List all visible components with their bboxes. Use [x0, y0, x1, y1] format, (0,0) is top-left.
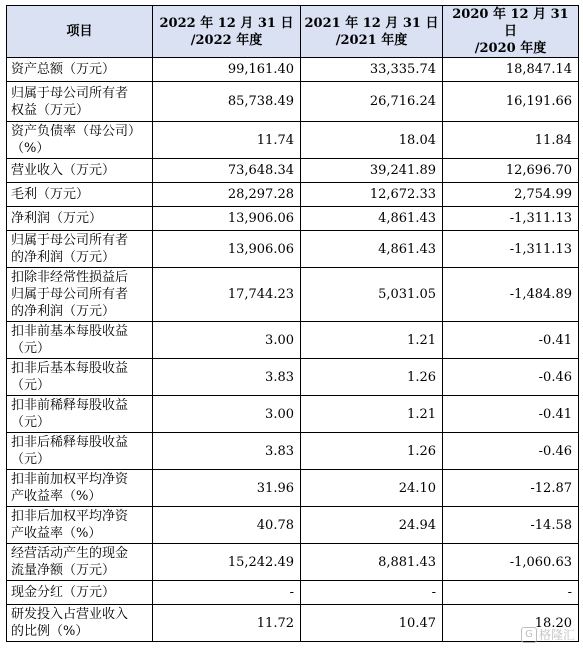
row-label-line: （元） [11, 341, 51, 356]
value-cell-2020: - [443, 581, 579, 605]
value-cell-2020: -0.46 [443, 433, 579, 470]
row-label-line: 资产总额（万元） [11, 62, 116, 77]
row-label [7, 183, 153, 207]
value-cell-2022: 11.72 [153, 605, 301, 642]
value-cell-2021: 39,241.89 [301, 159, 443, 183]
row-label-line: 净利润（万元） [11, 211, 103, 226]
row-label-line: 经营活动产生的现金 [11, 546, 129, 561]
value-cell-2021: 1.26 [301, 433, 443, 470]
table-row [7, 122, 579, 159]
row-label-line: 扣除非经常性损益后 [11, 270, 129, 285]
value-cell-2020: -1,484.89 [443, 268, 579, 322]
row-label [7, 231, 153, 268]
row-label [7, 322, 153, 359]
row-label-line: 产收益率（%） [11, 526, 102, 541]
value-cell-2020: 11.84 [443, 122, 579, 159]
row-label-line: 资产负债率（母公司） [11, 124, 142, 139]
value-cell-2020: -1,060.63 [443, 544, 579, 581]
gelonghui-logo-icon: G [521, 627, 537, 643]
row-label-line: 归属于母公司所有者 [11, 287, 129, 302]
row-label [7, 470, 153, 507]
row-label-line: （元） [11, 378, 51, 393]
row-label [7, 268, 153, 322]
value-cell-2021: 24.10 [301, 470, 443, 507]
value-cell-2020: 18,847.14 [443, 58, 579, 82]
row-label-line: 归属于母公司所有者 [11, 85, 129, 101]
row-label-line: 研发投入占营业收入 [11, 607, 129, 622]
value-cell-2022: 13,906.06 [153, 231, 301, 268]
header-2020: 2020 年 12 月 31 日 /2020 年度 [443, 6, 579, 58]
value-cell-2022: 17,744.23 [153, 268, 301, 322]
value-cell-2021: 12,672.33 [301, 183, 443, 207]
table-row [7, 544, 579, 581]
value-cell-2021: 1.21 [301, 322, 443, 359]
watermark-text: 格隆汇 [538, 627, 575, 642]
row-label [7, 507, 153, 544]
row-label-line: 扣非前基本每股收益 [11, 324, 129, 339]
row-label [7, 122, 153, 159]
table-row [7, 82, 579, 122]
value-cell-2022: 3.00 [153, 396, 301, 433]
table-row [7, 183, 579, 207]
row-label-line: 毛利（万元） [11, 187, 90, 202]
value-cell-2021: 1.26 [301, 359, 443, 396]
table-row [7, 268, 579, 322]
value-cell-2020: -1,311.13 [443, 231, 579, 268]
row-label-line: 的净利润（万元） [11, 250, 116, 265]
table-row [7, 433, 579, 470]
value-cell-2021: 4,861.43 [301, 231, 443, 268]
value-cell-2021: - [301, 581, 443, 605]
value-cell-2022: 3.83 [153, 433, 301, 470]
row-label [7, 207, 153, 231]
row-label-line: （元） [11, 452, 51, 467]
value-cell-2021: 8,881.43 [301, 544, 443, 581]
table-row [7, 231, 579, 268]
row-label [7, 396, 153, 433]
row-label [7, 82, 153, 122]
row-label-line: 现金分红（万元） [11, 585, 116, 600]
row-label [7, 605, 153, 642]
row-label [7, 359, 153, 396]
table-row [7, 470, 579, 507]
value-cell-2022: 31.96 [153, 470, 301, 507]
row-label-line: 产收益率（%） [11, 489, 102, 504]
financial-data-table [6, 5, 579, 642]
value-cell-2021: 26,716.24 [301, 82, 443, 122]
value-cell-2021: 33,335.74 [301, 58, 443, 82]
row-label-line: 扣非后加权平均净资 [11, 509, 129, 524]
value-cell-2020: -12.87 [443, 470, 579, 507]
value-cell-2021: 5,031.05 [301, 268, 443, 322]
table-row [7, 207, 579, 231]
row-label-line: 扣非后稀释每股收益 [11, 435, 129, 450]
row-label-line: 扣非后基本每股收益 [11, 361, 129, 376]
table-row [7, 322, 579, 359]
table-row [7, 159, 579, 183]
row-label-line: 归属于母公司所有者 [11, 233, 129, 248]
value-cell-2022: 99,161.40 [153, 58, 301, 82]
table-row [7, 396, 579, 433]
watermark [521, 626, 575, 644]
row-label-line: （元） [11, 415, 51, 430]
table-row [7, 605, 579, 642]
row-label-line: 的比例（%） [11, 624, 89, 639]
row-label-line: 扣非前加权平均净资 [11, 472, 129, 487]
value-cell-2022: 11.74 [153, 122, 301, 159]
value-cell-2021: 1.21 [301, 396, 443, 433]
row-label-line: 流量净额（万元） [11, 563, 116, 578]
value-cell-2022: 13,906.06 [153, 207, 301, 231]
value-cell-2022: 3.00 [153, 322, 301, 359]
row-label [7, 58, 153, 82]
value-cell-2020: 16,191.66 [443, 82, 579, 122]
table-row [7, 359, 579, 396]
row-label-line: 的净利润（万元） [11, 304, 116, 319]
value-cell-2021: 18.04 [301, 122, 443, 159]
row-label [7, 544, 153, 581]
row-label-line: 权益（万元） [11, 102, 90, 118]
table-row [7, 581, 579, 605]
value-cell-2020: -0.46 [443, 359, 579, 396]
header-item: 项目 [7, 6, 153, 58]
value-cell-2021: 10.47 [301, 605, 443, 642]
value-cell-2022: 3.83 [153, 359, 301, 396]
row-label [7, 581, 153, 605]
value-cell-2022: 85,738.49 [153, 82, 301, 122]
header-2022: 2022 年 12 月 31 日 /2022 年度 [153, 6, 301, 58]
value-cell-2022: - [153, 581, 301, 605]
row-label [7, 433, 153, 470]
value-cell-2020: -0.41 [443, 322, 579, 359]
value-cell-2021: 24.94 [301, 507, 443, 544]
value-cell-2020: 18.20 [443, 605, 579, 642]
value-cell-2022: 73,648.34 [153, 159, 301, 183]
header-row [7, 6, 579, 58]
value-cell-2020: -1,311.13 [443, 207, 579, 231]
value-cell-2020: 2,754.99 [443, 183, 579, 207]
value-cell-2022: 28,297.28 [153, 183, 301, 207]
header-2021: 2021 年 12 月 31 日 /2021 年度 [301, 6, 443, 58]
row-label-line: 营业收入（万元） [11, 163, 116, 178]
row-label [7, 159, 153, 183]
value-cell-2021: 4,861.43 [301, 207, 443, 231]
table-container [6, 5, 579, 642]
table-row [7, 58, 579, 82]
value-cell-2022: 40.78 [153, 507, 301, 544]
table-row [7, 507, 579, 544]
value-cell-2020: 12,696.70 [443, 159, 579, 183]
value-cell-2020: -14.58 [443, 507, 579, 544]
value-cell-2022: 15,242.49 [153, 544, 301, 581]
row-label-line: 扣非前稀释每股收益 [11, 398, 129, 413]
value-cell-2020: -0.41 [443, 396, 579, 433]
row-label-line: （%） [11, 141, 50, 156]
